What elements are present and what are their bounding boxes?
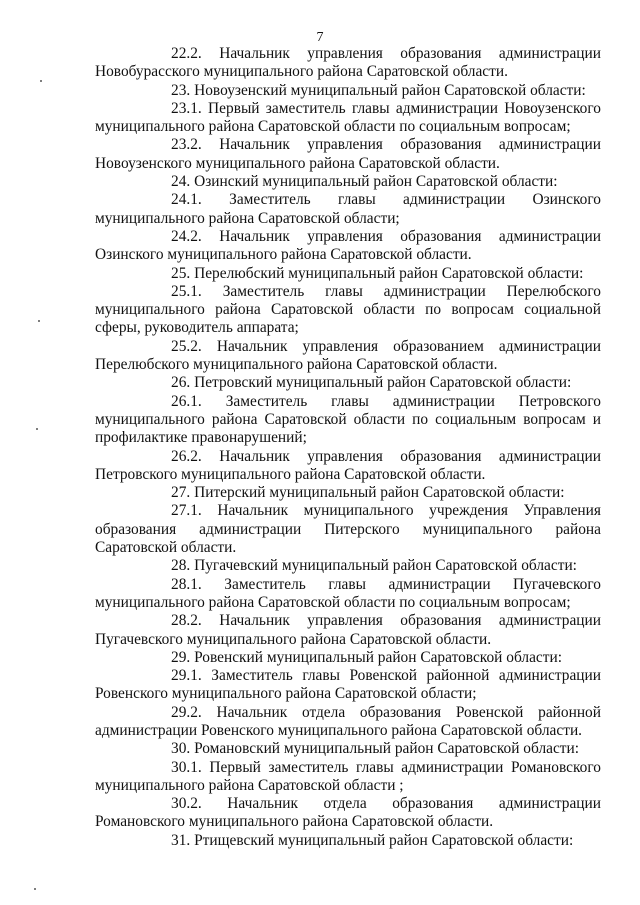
item-text: Первый заместитель главы администрации Романовского муниципального района Саратовской области ; <box>95 758 601 794</box>
list-item <box>95 136 601 173</box>
list-item <box>95 795 601 832</box>
item-text: Питерский муниципальный район Саратовской области: <box>194 484 565 502</box>
item-text: Начальник управления образования администрации Пугачевского муниципального района Саратовской области. <box>95 612 601 648</box>
item-number: 30.2. <box>171 795 202 813</box>
item-text: Первый заместитель главы администрации Новоузенского муниципального района Саратовской области по социальным вопросам; <box>95 99 601 136</box>
item-text: Романовский муниципальный район Саратовской области: <box>194 740 580 758</box>
item-number: 25.1. <box>171 282 202 300</box>
list-item <box>95 100 601 137</box>
item-number: 23.1. <box>171 99 202 117</box>
item-number: 25.2. <box>171 337 202 355</box>
item-number: 29.1. <box>171 667 202 685</box>
item-number: 24.2. <box>171 227 202 245</box>
list-item <box>95 704 601 741</box>
item-text: Заместитель главы администрации Озинского муниципального района Саратовской области; <box>95 191 601 227</box>
item-number: 23. <box>171 81 191 99</box>
item-number: 22.2. <box>171 45 202 62</box>
item-text: Начальник управления образования администрации Новоузенского муниципального района Саратовской области. <box>95 136 601 172</box>
item-number: 30. <box>171 740 191 758</box>
page-number: 7 <box>316 30 324 45</box>
list-item <box>95 82 601 100</box>
list-item <box>95 283 601 338</box>
item-number: 29.2. <box>171 703 202 721</box>
item-number: 24.1. <box>171 191 202 209</box>
list-item <box>95 667 601 704</box>
item-number: 25. <box>171 264 191 282</box>
list-item <box>95 612 601 649</box>
list-item <box>95 484 601 502</box>
item-number: 24. <box>171 173 191 191</box>
list-item <box>95 832 601 850</box>
item-number: 23.2. <box>171 136 202 154</box>
item-number: 29. <box>171 648 191 666</box>
scan-speck <box>34 888 36 890</box>
item-text: Петровский муниципальный район Саратовской области: <box>194 374 572 392</box>
list-item <box>95 576 601 613</box>
item-number: 26.2. <box>171 447 202 465</box>
list-item <box>95 45 601 82</box>
item-text: Перелюбский муниципальный район Саратовской области: <box>194 264 584 282</box>
list-item <box>95 265 601 283</box>
scan-speck <box>36 428 38 430</box>
item-number: 26.1. <box>171 392 202 410</box>
item-text: Озинский муниципальный район Саратовской области: <box>194 173 558 191</box>
item-text: Начальник управления образования администрации Петровского муниципального района Саратовской области. <box>95 447 601 483</box>
list-item <box>95 228 601 265</box>
item-text: Заместитель главы Ровенской районной администрации Ровенского муниципального района Саратовской области; <box>95 667 601 703</box>
list-item <box>95 374 601 392</box>
item-text: Заместитель главы администрации Перелюбского муниципального района Саратовской области по вопросам социальной сферы, руководитель аппарата; <box>95 282 601 337</box>
list-item <box>95 502 601 557</box>
item-text: Начальник отдела образования администрации Романовского муниципального района Саратовской области. <box>95 795 601 831</box>
item-text: Пугачевский муниципальный район Саратовской области: <box>194 557 577 575</box>
list-item <box>95 557 601 575</box>
item-text: Начальник управления образования администрации Озинского муниципального района Саратовской области. <box>95 227 601 264</box>
item-text: Заместитель главы администрации Пугачевского муниципального района Саратовской области по социальным вопросам; <box>95 575 601 611</box>
list-item <box>95 191 601 228</box>
item-number: 27.1. <box>171 502 202 520</box>
list-item <box>95 740 601 758</box>
item-number: 28.1. <box>171 575 202 593</box>
item-text: Начальник управления образованием администрации Перелюбского муниципального района Саратовской области. <box>95 337 601 374</box>
list-item <box>95 448 601 485</box>
list-item <box>95 338 601 375</box>
item-number: 31. <box>171 831 191 849</box>
list-item <box>95 649 601 667</box>
scan-speck <box>40 80 42 82</box>
item-text: Начальник управления образования администрации Новобурасского муниципального района Саратовской области. <box>95 45 601 81</box>
item-text: Ртищевский муниципальный район Саратовской области: <box>194 831 574 849</box>
item-text: Новоузенский муниципальный район Саратовской области: <box>194 81 586 99</box>
item-text: Начальник отдела образования Ровенской районной администрации Ровенского муниципального района Саратовской области. <box>95 703 601 739</box>
item-number: 30.1. <box>171 758 202 776</box>
item-text: Ровенский муниципальный район Саратовской области: <box>194 648 562 666</box>
item-number: 28. <box>171 557 191 575</box>
item-number: 26. <box>171 374 191 392</box>
scan-speck <box>38 320 40 322</box>
list-item <box>95 759 601 796</box>
document-body <box>95 45 601 850</box>
list-item <box>95 393 601 448</box>
item-text: Заместитель главы администрации Петровского муниципального района Саратовской области по социальным вопросам и профилактике правонарушений; <box>95 392 601 447</box>
list-item <box>95 173 601 191</box>
item-number: 28.2. <box>171 612 202 630</box>
item-text: Начальник муниципального учреждения Управления образования администрации Питерского муниципального района Саратовской области. <box>95 502 601 557</box>
item-number: 27. <box>171 484 191 502</box>
